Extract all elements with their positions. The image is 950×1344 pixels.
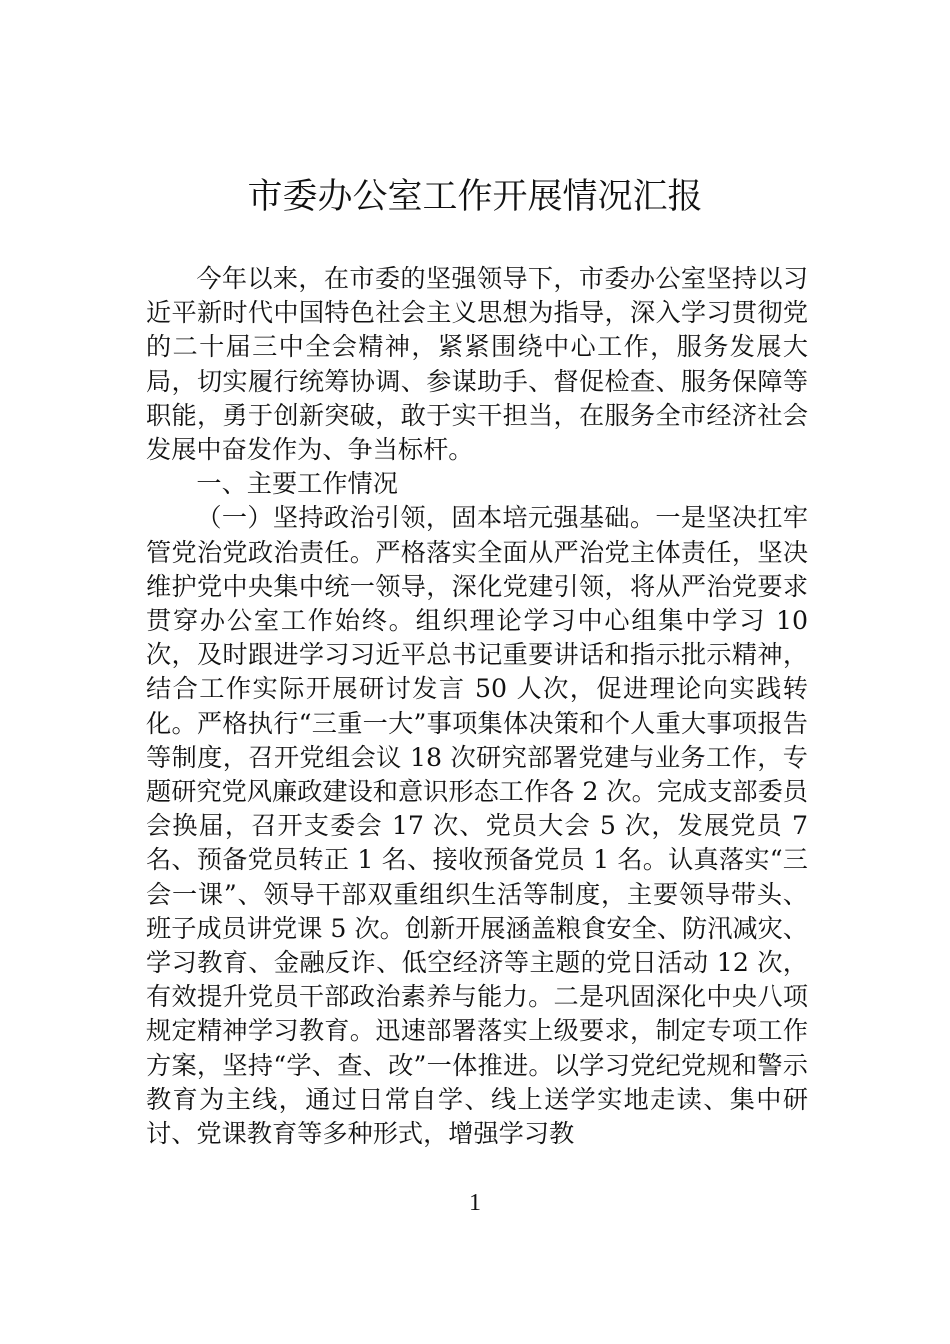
intro-paragraph: 今年以来，在市委的坚强领导下，市委办公室坚持以习近平新时代中国特色社会主义思想为指导，深入学习贯彻党的二十届三中全会精神，紧紧围绕中心工作，服务发展大局，切实履行统筹协调、参谋助手、督促检查、服务保障等职能，勇于创新突破，敢于实干担当，在服务全市经济社会发展中奋发作为、争当标杆。 [146, 264, 808, 465]
body-paragraph: （一）坚持政治引领，固本培元强基础。一是坚决扛牢管党治党政治责任。严格落实全面从严治党主体责任，坚决维护党中央集中统一领导，深化党建引领，将从严治党要求贯穿办公室工作始终。组织理论学习中心组集中学习 10 次，及时跟进学习习近平总书记重要讲话和指示批示精神，结合工作实际开展研讨发言 50 人次，促进理论向实践转化。严格执行“三重一大”事项集体决策和个人重大事项报告等制度，召开党组会议 18 次研究部署党建与业务工作，专题研究党风廉政建设和意识形态工作各 2 次。完成支部委员会换届，召开支委会 17 次、党员大会 5 次，发展党员 7 名、预备党员转正 1 名、接收预备党员 1 名。认真落实“三会一课”、领导干部双重组织生活等制度，主要领导带头、班子成员讲党课 5 次。创新开展涵盖粮食安全、防汛减灾、学习教育、金融反诈、低空经济等主题的党日活动 12 次，有效提升党员干部政治素养与能力。二是巩固深化中央八项规定精神学习教育。迅速部署落实上级要求，制定专项工作方案，坚持“学、查、改”一体推进。以学习党纪党规和警示教育为主线，通过日常自学、线上送学实地走读、集中研讨、党课教育等多种形式，增强学习教 [146, 503, 808, 1149]
document-body [146, 262, 808, 1151]
document-title: 市委办公室工作开展情况汇报 [247, 177, 703, 217]
page-number: 1 [469, 1190, 481, 1216]
section-heading: 一、主要工作情况 [196, 469, 398, 499]
